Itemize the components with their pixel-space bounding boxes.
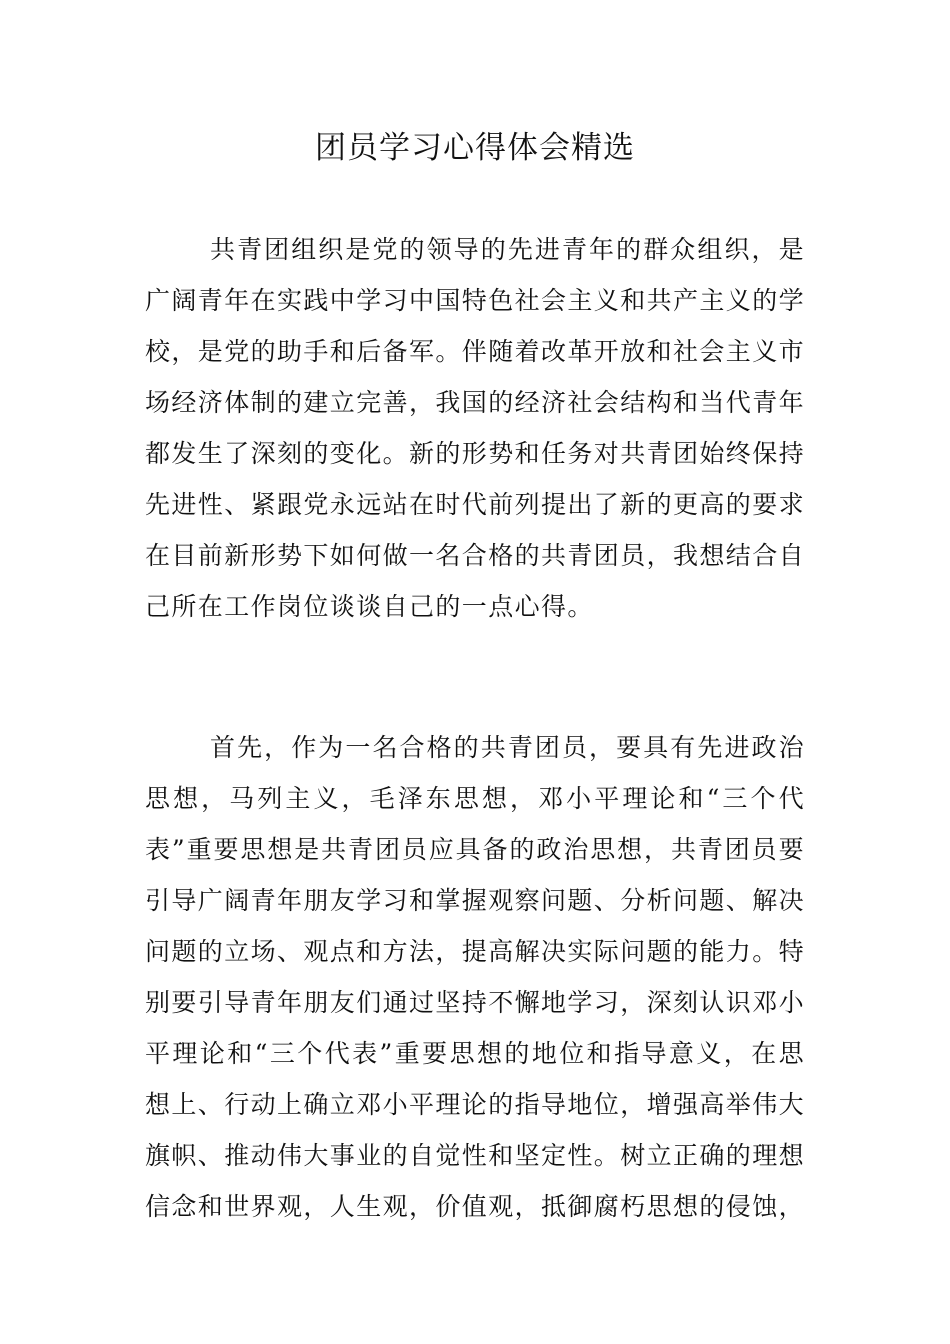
paragraph-intro: 共青团组织是党的领导的先进青年的群众组织，是广阔青年在实践中学习中国特色社会主义和共产主义的学校，是党的助手和后备军。伴随着改革开放和社会主义市场经济体制的建立完善，我国的经济社会结构和当代青年都发生了深刻的变化。新的形势和任务对共青团始终保持先进性、紧跟党永远站在时代前列提出了新的更高的要求在目前新形势下如何做一名合格的共青团员，我想结合自己所在工作岗位谈谈自己的一点心得。 [145, 235, 806, 621]
paragraph-first-point: 首先，作为一名合格的共青团员，要具有先进政治思想，马列主义，毛泽东思想，邓小平理论和“三个代表”重要思想是共青团员应具备的政治思想，共青团员要引导广阔青年朋友学习和掌握观察问题、分析问题、解决问题的立场、观点和方法，提高解决实际问题的能力。特别要引导青年朋友们通过坚持不懈地学习，深刻认识邓小平理论和“三个代表”重要思想的地位和指导意义，在思想上、行动上确立邓小平理论的指导地位，增强高举伟大旗帜、推动伟大事业的自觉性和坚定性。树立正确的理想信念和世界观，人生观，价值观，抵御腐朽思想的侵蚀， [145, 733, 806, 1221]
document-title: 团员学习心得体会精选 [315, 130, 635, 166]
